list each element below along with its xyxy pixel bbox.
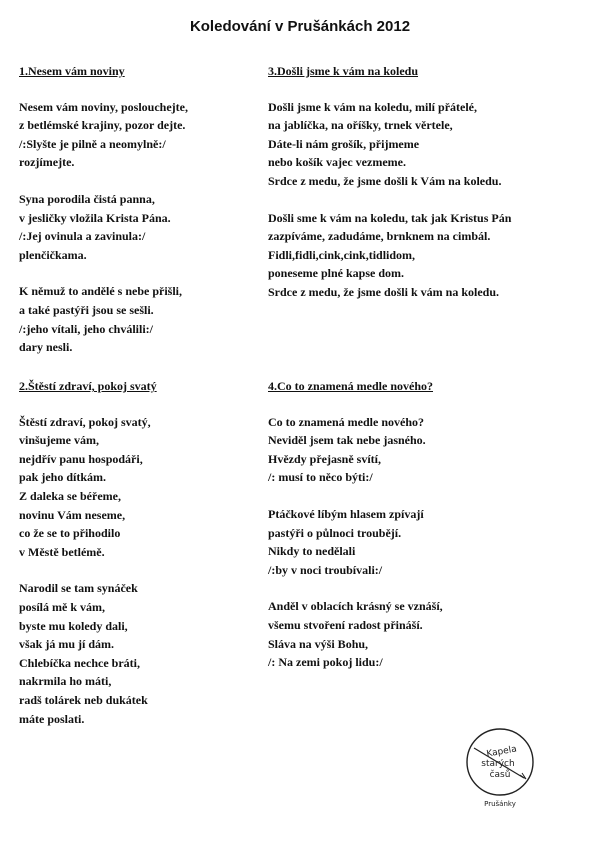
lyric-line: pak jeho dítkám. <box>19 470 107 485</box>
logo-bow-tip-icon <box>520 773 526 779</box>
lyric-line: Neviděl jsem tak nebe jasného. <box>268 433 426 448</box>
lyric-line: Ptáčkové líbým hlasem zpívají <box>268 506 424 521</box>
song-1 <box>19 62 279 375</box>
lyric-line: dary nesli. <box>19 340 73 355</box>
logo-text-line2: starých <box>481 759 515 769</box>
lyric-line: radš tolárek neb dukátek <box>19 692 148 707</box>
lyric-line: Fidli,fidli,cink,cink,tidlidom, <box>268 247 416 262</box>
song-4 <box>268 377 528 690</box>
lyric-line: nejdřív panu hospodáři, <box>19 451 143 466</box>
lyric-line: máte poslati. <box>19 711 85 726</box>
band-logo <box>454 722 546 814</box>
lyric-line: Chlebíčka nechce bráti, <box>19 655 140 670</box>
lyric-line: nebo košík vajec vezmeme. <box>268 155 406 170</box>
lyric-line: nakrmila ho máti, <box>19 674 112 689</box>
lyric-line: všemu stvoření radost přináší. <box>268 617 423 632</box>
lyric-line: Co to znamená medle nového? <box>268 414 424 429</box>
logo-place: Prušánky <box>484 800 516 808</box>
lyric-line: Nesem vám noviny, poslouchejte, <box>19 99 188 114</box>
stanza <box>268 98 528 191</box>
stanza <box>268 597 528 671</box>
page-title: Koledování v Prušánkách 2012 <box>189 18 411 35</box>
lyric-line: Došli sme k vám na koledu, tak jak Kristus Pán <box>268 210 512 225</box>
lyric-line: /:jeho vítali, jeho chválili:/ <box>19 321 153 336</box>
stanza <box>268 413 528 487</box>
lyric-line: v Městě betlémě. <box>19 544 105 559</box>
lyric-line: Syna porodila čistá panna, <box>19 191 155 206</box>
song-stanzas <box>268 98 528 302</box>
song-heading: 4.Co to znamená medle nového? <box>268 379 433 393</box>
logo-text-line1: Kapela <box>485 744 518 760</box>
lyric-line: posílá mě k vám, <box>19 599 106 614</box>
song-heading: 3.Došli jsme k vám na koledu <box>268 64 419 78</box>
lyric-line: rozjímejte. <box>19 155 75 170</box>
lyric-line: /:Slyšte je pilně a neomylně:/ <box>19 136 166 151</box>
lyric-line: novinu Vám neseme, <box>19 507 126 522</box>
stanza <box>19 190 279 264</box>
lyric-line: plenčičkama. <box>19 247 87 262</box>
lyric-line: co že se to přihodilo <box>19 526 121 541</box>
stanza <box>268 505 528 579</box>
lyric-line: Dáte-li nám grošík, přijmeme <box>268 136 420 151</box>
lyric-line: /:by v noci troubívali:/ <box>268 562 383 577</box>
lyric-line: Z daleka se béřeme, <box>19 488 121 503</box>
song-2 <box>19 377 279 746</box>
lyric-line: Srdce z medu, že jsme došli k Vám na koledu. <box>268 173 502 188</box>
lyric-line: na jablíčka, na oříšky, trnek věrtele, <box>268 118 453 133</box>
lyric-line: a také pastýři jsou se sešli. <box>19 302 154 317</box>
lyric-line: pastýři o půlnoci troubějí. <box>268 525 402 540</box>
stanza <box>19 413 279 562</box>
song-heading: 2.Štěstí zdraví, pokoj svatý <box>19 379 157 393</box>
stanza <box>19 98 279 172</box>
lyric-line: K němuž to andělé s nebe přišli, <box>19 284 183 299</box>
logo-text-line3: časů <box>489 770 511 780</box>
lyric-line: byste mu koledy dali, <box>19 618 128 633</box>
stanza <box>19 579 279 728</box>
lyric-line: Sláva na výši Bohu, <box>268 636 369 651</box>
lyric-line: v jesličky vložila Krista Pána. <box>19 210 171 225</box>
lyric-line: však já mu jí dám. <box>19 637 115 652</box>
band-logo-graphic <box>454 722 546 814</box>
song-heading: 1.Nesem vám noviny <box>19 64 125 78</box>
lyric-line: Srdce z medu, že jsme došli k vám na koledu. <box>268 284 499 299</box>
lyric-line: /: musí to něco býti:/ <box>268 470 373 485</box>
lyric-line: Narodil se tam synáček <box>19 581 138 596</box>
song-stanzas <box>268 413 528 672</box>
song-3 <box>268 62 528 320</box>
lyric-line: /:Jej ovinula a zavinula:/ <box>19 229 146 244</box>
lyric-line: poneseme plné kapse dom. <box>268 266 405 281</box>
lyric-line: Nikdy to nedělali <box>268 544 356 559</box>
lyric-line: Hvězdy přejasně svítí, <box>268 451 381 466</box>
song-stanzas <box>19 413 279 729</box>
lyric-line: z betlémské krajiny, pozor dejte. <box>19 118 186 133</box>
lyric-line: vinšujeme vám, <box>19 433 99 448</box>
lyric-line: Došli jsme k vám na koledu, milí přátelé, <box>268 99 477 114</box>
lyric-line: zazpíváme, zadudáme, brnknem na cimbál. <box>268 229 491 244</box>
stanza <box>268 209 528 302</box>
lyric-line: /: Na zemi pokoj lidu:/ <box>268 655 383 670</box>
song-stanzas <box>19 98 279 357</box>
stanza <box>19 282 279 356</box>
lyric-line: Anděl v oblacích krásný se vznáší, <box>268 599 443 614</box>
lyric-line: Štěstí zdraví, pokoj svatý, <box>19 414 151 429</box>
